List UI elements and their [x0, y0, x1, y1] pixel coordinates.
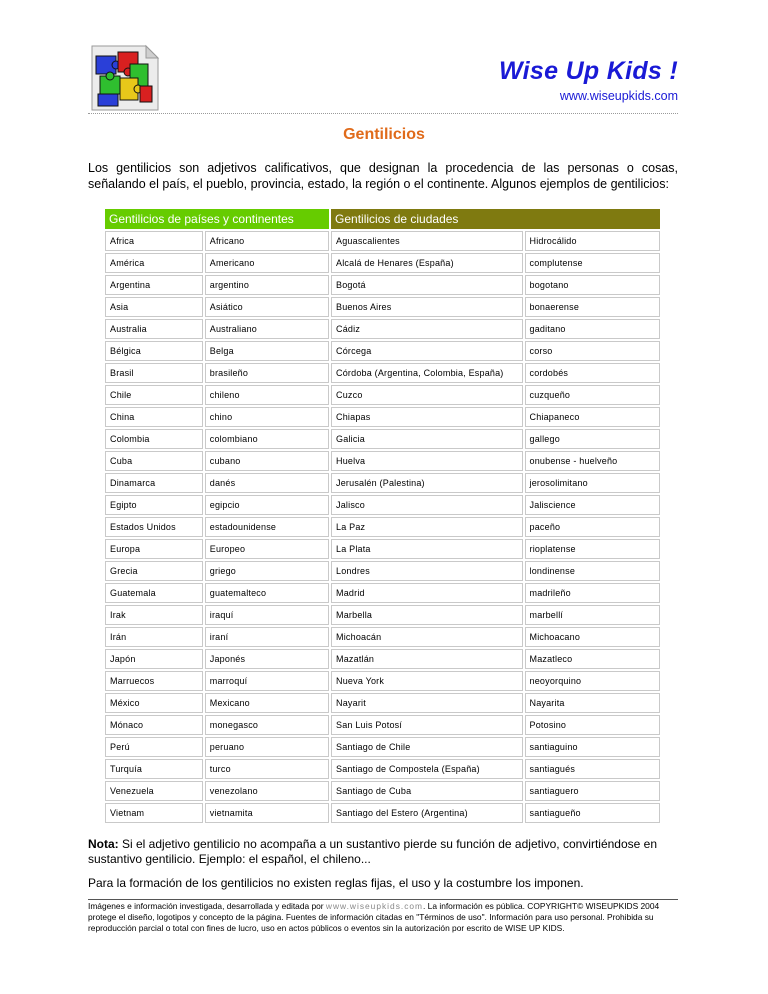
cell-city: Santiago de Compostela (España) [331, 759, 522, 779]
brand-url[interactable]: www.wiseupkids.com [559, 89, 678, 103]
table-header-row [105, 209, 660, 229]
cell-city: Santiago del Estero (Argentina) [331, 803, 522, 823]
cell-country-gentilicio: colombiano [205, 429, 329, 449]
cell-city-gentilicio: complutense [525, 253, 661, 273]
cell-city: Galicia [331, 429, 522, 449]
cell-country: Dinamarca [105, 473, 203, 493]
cell-city: Buenos Aires [331, 297, 522, 317]
cell-city: Nayarit [331, 693, 522, 713]
table-row [105, 737, 660, 757]
cell-country: Vietnam [105, 803, 203, 823]
cell-city: Mazatlán [331, 649, 522, 669]
cell-country-gentilicio: danés [205, 473, 329, 493]
page-title: Gentilicios [343, 126, 425, 143]
table-row [105, 363, 660, 383]
cell-country-gentilicio: estadounidense [205, 517, 329, 537]
cell-city-gentilicio: Mazatleco [525, 649, 661, 669]
cell-city-gentilicio: rioplatense [525, 539, 661, 559]
cell-city: Huelva [331, 451, 522, 471]
table-row [105, 275, 660, 295]
cell-country: Brasil [105, 363, 203, 383]
cell-country: Mónaco [105, 715, 203, 735]
cell-city: Londres [331, 561, 522, 581]
cell-country: Chile [105, 385, 203, 405]
cell-city-gentilicio: gallego [525, 429, 661, 449]
cell-country-gentilicio: Belga [205, 341, 329, 361]
cell-city: Aguascalientes [331, 231, 522, 251]
cell-city: Alcalá de Henares (España) [331, 253, 522, 273]
table-row [105, 605, 660, 625]
cell-city-gentilicio: santiagués [525, 759, 661, 779]
cell-city: Marbella [331, 605, 522, 625]
cell-country-gentilicio: monegasco [205, 715, 329, 735]
cell-country-gentilicio: cubano [205, 451, 329, 471]
cell-country: Turquía [105, 759, 203, 779]
cell-city-gentilicio: bogotano [525, 275, 661, 295]
cell-city: Cuzco [331, 385, 522, 405]
cell-city: Jalisco [331, 495, 522, 515]
cell-city-gentilicio: santiaguino [525, 737, 661, 757]
cell-city-gentilicio: bonaerense [525, 297, 661, 317]
table-body [105, 231, 660, 823]
footer-part2: . La información es pública. COPYRIGHT© WISEUPKIDS 2004 protege el diseño, logotipos y concepto de la página. Fuentes de información citadas en "Términos de uso". Información para uso personal. Prohibida su reproducción parcial o total con fines de lucro, uso en actos públicos o eventos sin la autorización por escrito de WISE UP KIDS. [88, 901, 660, 933]
cell-city: Santiago de Cuba [331, 781, 522, 801]
cell-city-gentilicio: Hidrocálido [525, 231, 661, 251]
cell-city-gentilicio: neoyorquino [525, 671, 661, 691]
cell-city: Cádiz [331, 319, 522, 339]
note-label: Nota: [88, 837, 119, 851]
cell-country-gentilicio: Japonés [205, 649, 329, 669]
gentilicios-table [103, 207, 662, 825]
table-row [105, 253, 660, 273]
cell-country: Africa [105, 231, 203, 251]
cell-city: La Paz [331, 517, 522, 537]
cell-country: México [105, 693, 203, 713]
cell-country-gentilicio: brasileño [205, 363, 329, 383]
cell-country-gentilicio: Africano [205, 231, 329, 251]
note-text: Si el adjetivo gentilicio no acompaña a un sustantivo pierde su función de adjetivo, convirtiéndose en sustantivo gentilicio. Ejemplo: el español, el chileno... [88, 837, 658, 866]
cell-country: Egipto [105, 495, 203, 515]
cell-country-gentilicio: marroquí [205, 671, 329, 691]
cell-city-gentilicio: santiagueño [525, 803, 661, 823]
cell-country: Japón [105, 649, 203, 669]
cell-country: Argentina [105, 275, 203, 295]
table-row [105, 385, 660, 405]
cell-city-gentilicio: londinense [525, 561, 661, 581]
cell-country-gentilicio: Europeo [205, 539, 329, 559]
table-row [105, 341, 660, 361]
header-countries: Gentilicios de países y continentes [105, 209, 329, 229]
cell-city: Santiago de Chile [331, 737, 522, 757]
rules-paragraph: Para la formación de los gentilicios no existen reglas fijas, el uso y la costumbre los imponen. [88, 876, 584, 890]
cell-country: Irak [105, 605, 203, 625]
cell-city: Nueva York [331, 671, 522, 691]
cell-city-gentilicio: Potosino [525, 715, 661, 735]
cell-city-gentilicio: marbellí [525, 605, 661, 625]
cell-country-gentilicio: Asiático [205, 297, 329, 317]
table-row [105, 451, 660, 471]
cell-city-gentilicio: Chiapaneco [525, 407, 661, 427]
table-row [105, 561, 660, 581]
table-row [105, 627, 660, 647]
cell-city-gentilicio: gaditano [525, 319, 661, 339]
cell-country: Grecia [105, 561, 203, 581]
cell-city-gentilicio: cordobés [525, 363, 661, 383]
cell-country-gentilicio: Mexicano [205, 693, 329, 713]
footer [88, 901, 678, 934]
cell-country: Perú [105, 737, 203, 757]
brand-title: Wise Up Kids ! [499, 57, 678, 85]
cell-city-gentilicio: Michoacano [525, 627, 661, 647]
cell-country: Colombia [105, 429, 203, 449]
cell-country: Irán [105, 627, 203, 647]
note-paragraph [88, 837, 678, 867]
cell-city-gentilicio: jerosolimitano [525, 473, 661, 493]
cell-city: Bogotá [331, 275, 522, 295]
table-row [105, 583, 660, 603]
cell-city: Chiapas [331, 407, 522, 427]
cell-country: Estados Unidos [105, 517, 203, 537]
cell-country: Venezuela [105, 781, 203, 801]
cell-country-gentilicio: iraní [205, 627, 329, 647]
puzzle-pieces-logo-icon [88, 42, 162, 112]
cell-city: La Plata [331, 539, 522, 559]
table-row [105, 539, 660, 559]
header-divider [88, 113, 678, 114]
table-row [105, 407, 660, 427]
cell-city: Córcega [331, 341, 522, 361]
table-row [105, 759, 660, 779]
cell-city: Michoacán [331, 627, 522, 647]
cell-city-gentilicio: paceño [525, 517, 661, 537]
cell-country-gentilicio: vietnamita [205, 803, 329, 823]
cell-country: América [105, 253, 203, 273]
cell-city-gentilicio: Nayarita [525, 693, 661, 713]
table-row [105, 715, 660, 735]
cell-country-gentilicio: chileno [205, 385, 329, 405]
header-cities: Gentilicios de ciudades [331, 209, 660, 229]
cell-city-gentilicio: Jaliscience [525, 495, 661, 515]
cell-country-gentilicio: Americano [205, 253, 329, 273]
cell-country-gentilicio: venezolano [205, 781, 329, 801]
cell-country: China [105, 407, 203, 427]
table-row [105, 693, 660, 713]
cell-city: Madrid [331, 583, 522, 603]
cell-country-gentilicio: turco [205, 759, 329, 779]
table-row [105, 671, 660, 691]
table-row [105, 495, 660, 515]
cell-country-gentilicio: argentino [205, 275, 329, 295]
cell-city: Jerusalén (Palestina) [331, 473, 522, 493]
table-row [105, 803, 660, 823]
footer-site-link[interactable]: www.wiseupkids.com [325, 901, 424, 911]
table-row [105, 231, 660, 251]
footer-divider [88, 899, 678, 900]
cell-country: Australia [105, 319, 203, 339]
cell-country-gentilicio: chino [205, 407, 329, 427]
table-row [105, 319, 660, 339]
header [88, 40, 678, 118]
cell-country: Bélgica [105, 341, 203, 361]
table-row [105, 297, 660, 317]
cell-country: Europa [105, 539, 203, 559]
footer-part1: Imágenes e información investigada, desarrollada y editada por [88, 901, 326, 911]
cell-country: Guatemala [105, 583, 203, 603]
cell-city-gentilicio: cuzqueño [525, 385, 661, 405]
cell-country: Marruecos [105, 671, 203, 691]
cell-country-gentilicio: iraquí [205, 605, 329, 625]
table-row [105, 781, 660, 801]
table-row [105, 517, 660, 537]
cell-country: Asia [105, 297, 203, 317]
cell-country-gentilicio: griego [205, 561, 329, 581]
cell-city-gentilicio: corso [525, 341, 661, 361]
cell-city-gentilicio: onubense - huelveño [525, 451, 661, 471]
table-row [105, 649, 660, 669]
cell-country-gentilicio: guatemalteco [205, 583, 329, 603]
intro-paragraph: Los gentilicios son adjetivos calificativos, que designan la procedencia de las personas o cosas, señalando el país, el pueblo, provincia, estado, la región o el continente. Algunos ejemplos de gentilicios: [88, 161, 678, 191]
table-row [105, 473, 660, 493]
cell-country-gentilicio: egipcio [205, 495, 329, 515]
cell-country-gentilicio: Australiano [205, 319, 329, 339]
cell-city: Córdoba (Argentina, Colombia, España) [331, 363, 522, 383]
brand [499, 56, 678, 104]
cell-city-gentilicio: madrileño [525, 583, 661, 603]
cell-country: Cuba [105, 451, 203, 471]
cell-city-gentilicio: santiaguero [525, 781, 661, 801]
cell-city: San Luis Potosí [331, 715, 522, 735]
table-row [105, 429, 660, 449]
cell-country-gentilicio: peruano [205, 737, 329, 757]
